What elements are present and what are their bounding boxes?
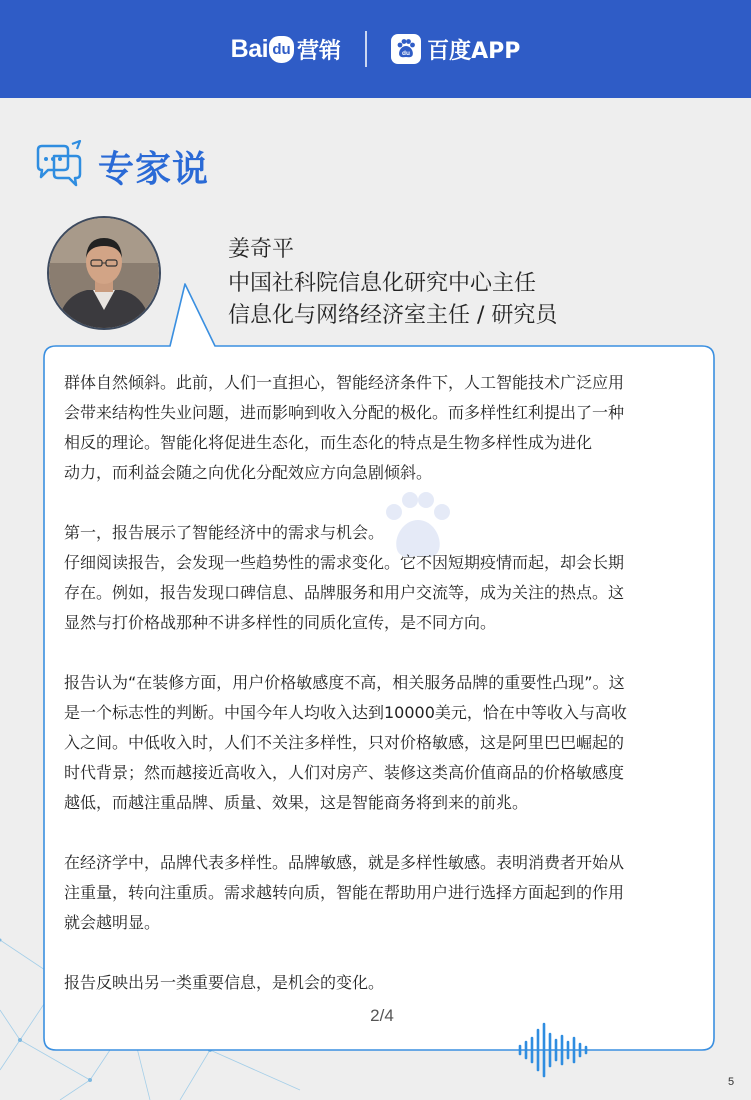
app-name: 百度APP — [427, 38, 521, 64]
logo-du-paw: du — [269, 36, 294, 63]
article-body — [64, 368, 704, 998]
page-indicator: 2/4 — [370, 1006, 394, 1025]
paragraph: 报告反映出另一类重要信息，是机会的变化。 — [64, 973, 385, 992]
section-title-text: 专家说 — [98, 148, 210, 190]
paragraph: 在经济学中，品牌代表多样性。品牌敏感，就是多样性敏感。表明消费者开始从 注重量，转向注重质。需求越转向质，智能在帮助用户进行选择方面起到的作用 就会越明显。 — [64, 853, 625, 932]
paragraph: 第一，报告展示了智能经济中的需求与机会。 仔细阅读报告，会发现一些趋势性的需求变化。它不因短期疫情而起，却会长期 存在。例如，报告发现口碑信息、品牌服务和用户交流等，成为关注的热点。这 显然与打价格战那种不讲多样性的同质化宣传，是不同方向。 — [64, 523, 625, 632]
sound-wave-icon — [514, 1020, 594, 1080]
logo-yingxiao-text: 营销 — [297, 38, 342, 64]
page-number: 5 — [728, 1076, 735, 1088]
paragraph: 群体自然倾斜。此前，人们一直担心，智能经济条件下，人工智能技术广泛应用 会带来结构性失业问题，进而影响到收入分配的极化。而多样性红利提出了一种 相反的理论。智能化将促进生态化，而生态化的特点是生物多样性成为进化 动力，而利益会随之向优化分配效应方向急剧倾斜。 — [64, 373, 625, 482]
logo-bai-text: Bai — [230, 34, 269, 63]
svg-text:du: du — [402, 50, 411, 57]
paragraph: 报告认为“在装修方面，用户价格敏感度不高，相关服务品牌的重要性凸现”。这 是一个标志性的判断。中国今年人均收入达到10000美元，恰在中等收入与高收 入之间。中低收入时，人们不关注多样性，只对价格敏感，这是阿里巴巴崛起的 时代背景；然而越接近高收入，人们对房产、装修这类高价值商品的价格敏感度 越低，而越注重品牌、质量、效果，这是智能商务将到来的前兆。 — [64, 673, 627, 812]
expert-name: 姜奇平 — [228, 237, 295, 262]
expert-role-line2: 信息化与网络经济室主任 / 研究员 — [228, 303, 558, 328]
expert-role-line1: 中国社科院信息化研究中心主任 — [228, 271, 537, 296]
